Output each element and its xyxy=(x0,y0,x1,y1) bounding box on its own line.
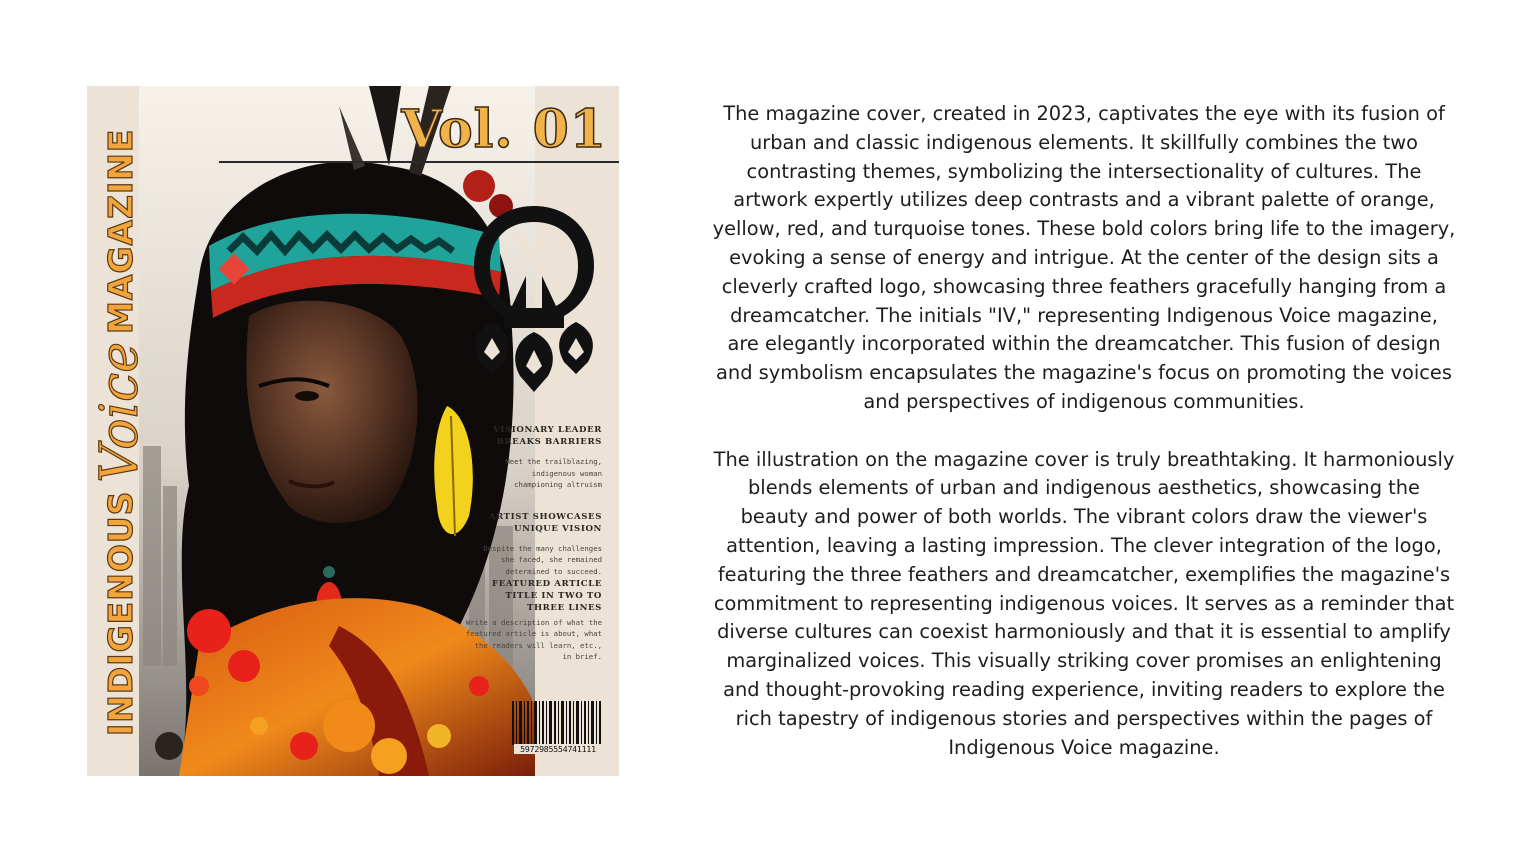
story-description: Despite the many challenges she faced, she remained determined to succeed. xyxy=(483,543,602,576)
story-headline: VISIONARY LEADER BREAKS BARRIERS xyxy=(493,425,602,447)
masthead-magazine: MAGAZINE xyxy=(100,128,140,334)
barcode-number: 5972985554741111 xyxy=(514,744,602,754)
title-rule xyxy=(219,161,619,163)
description-paragraph: The illustration on the magazine cover is truly breathtaking. It harmoniously blends elements of urban and indigenous aesthetics, showcasing the beauty and power of both worlds. The vibrant colors draw the viewer's attention, leaving a lasting impression. The clever integration of the logo, featuring the three feathers and dreamcatcher, exemplifies the magazine's commitment to representing indigenous voices. It serves as a reminder that diverse cultures can coexist harmoniously and that it is essential to amplify marginalized voices. This visually striking cover promises an enlightening and thought-provoking reading experience, inviting readers to explore the rich tapestry of indigenous stories and perspectives within the pages of Indigenous Voice magazine. xyxy=(713,447,1455,759)
cover-story xyxy=(462,511,602,578)
volume-title: Vol. 01 xyxy=(401,99,607,160)
masthead-voice: Voice xyxy=(90,341,150,483)
story-headline: ARTIST SHOWCASES UNIQUE VISION xyxy=(488,511,602,534)
story-description: Write a description of what the featured article is about, what the readers will learn, etc., in brief. xyxy=(465,617,602,662)
story-headline: FEATURED ARTICLE TITLE IN TWO TO THREE LINES xyxy=(492,578,602,613)
cover-description xyxy=(712,100,1456,762)
masthead xyxy=(89,116,151,736)
cover-story xyxy=(462,424,602,491)
dreamcatcher-feathers-icon xyxy=(464,204,604,394)
masthead-indigenous: INDIGENOUS xyxy=(100,490,140,736)
cover-story xyxy=(462,578,602,663)
cover-stories xyxy=(462,424,602,663)
story-description: Meet the trailblazing, indigenous woman championing altruism xyxy=(505,457,602,490)
magazine-cover xyxy=(87,86,619,776)
description-paragraph: The magazine cover, created in 2023, captivates the eye with its fusion of urban and classic indigenous elements. It skillfully combines the two contrasting themes, symbolizing the intersectionality of cultures. The artwork expertly utilizes deep contrasts and a vibrant palette of orange, yellow, red, and turquoise tones. These bold colors bring life to the imagery, evoking a sense of energy and intrigue. At the center of the design sits a cleverly crafted logo, showcasing three feathers gracefully hanging from a dreamcatcher. The initials "IV," representing Indigenous Voice magazine, are elegantly incorporated within the dreamcatcher. This fusion of design and symbolism encapsulates the magazine's focus on promoting the voices and perspectives of indigenous communities. xyxy=(712,102,1456,413)
